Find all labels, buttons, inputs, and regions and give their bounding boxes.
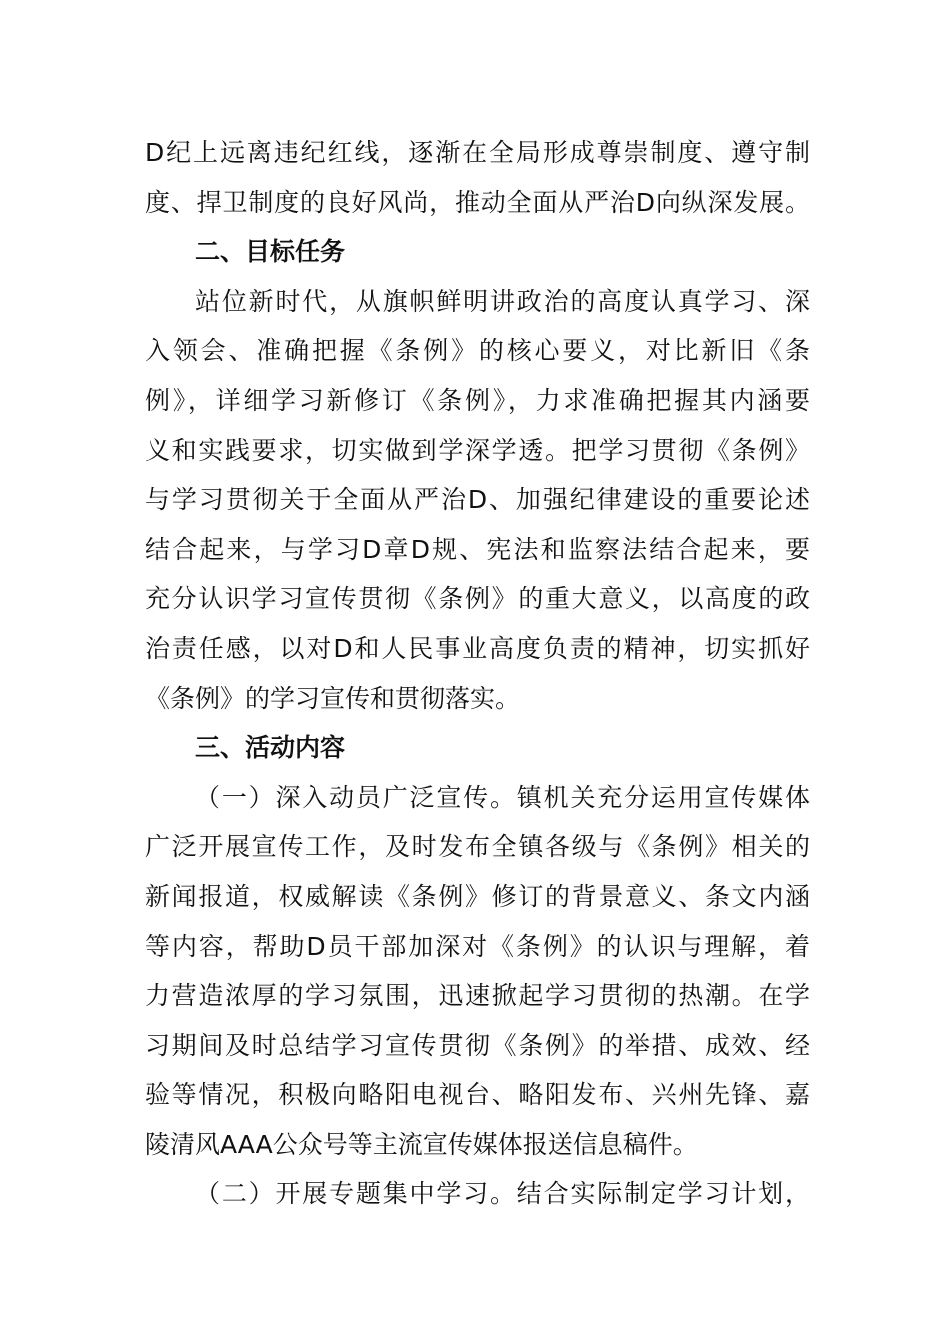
paragraph-line: 治责任感，以对D和人民事业高度负责的精神，切实抓好: [145, 633, 810, 663]
paragraph-line: 站位新时代，从旗帜鲜明讲政治的高度认真学习、深: [195, 286, 810, 316]
paragraph-line: （一）深入动员广泛宣传。镇机关充分运用宣传媒体: [195, 782, 810, 812]
section-heading: 二、目标任务: [195, 237, 346, 267]
paragraph-line: 义和实践要求，切实做到学深学透。把学习贯彻《条例》: [145, 435, 810, 465]
paragraph-line: 广泛开展宣传工作，及时发布全镇各级与《条例》相关的: [145, 832, 810, 862]
paragraph-line: 度、捍卫制度的良好风尚，推动全面从严治D向纵深发展。: [145, 187, 810, 217]
paragraph-line: D纪上远离违纪红线，逐渐在全局形成尊崇制度、遵守制: [145, 138, 810, 167]
paragraph-line: 充分认识学习宣传贯彻《条例》的重大意义，以高度的政: [145, 584, 810, 614]
paragraph-line: 习期间及时总结学习宣传贯彻《条例》的举措、成效、经: [145, 1030, 810, 1060]
document-page: [145, 128, 810, 1219]
paragraph-line: 新闻报道，权威解读《条例》修订的背景意义、条文内涵: [145, 881, 810, 911]
paragraph-line: 陵清风AAA公众号等主流宣传媒体报送信息稿件。: [145, 1129, 698, 1159]
paragraph-line: 入领会、准确把握《条例》的核心要义，对比新旧《条: [145, 336, 810, 366]
paragraph-line: 验等情况，积极向略阳电视台、略阳发布、兴州先锋、嘉: [145, 1080, 810, 1110]
paragraph-line: 结合起来，与学习D章D规、宪法和监察法结合起来，要: [145, 534, 810, 564]
paragraph-line: （二）开展专题集中学习。结合实际制定学习计划，: [195, 1179, 810, 1209]
paragraph-line: 等内容，帮助D员干部加深对《条例》的认识与理解，着: [145, 931, 810, 961]
paragraph-line: 与学习贯彻关于全面从严治D、加强纪律建设的重要论述: [145, 485, 810, 515]
paragraph-line: 力营造浓厚的学习氛围，迅速掀起学习贯彻的热潮。在学: [145, 981, 810, 1011]
paragraph-line: 例》，详细学习新修订《条例》，力求准确把握其内涵要: [145, 385, 810, 415]
paragraph-line: 《条例》的学习宣传和贯彻落实。: [145, 683, 521, 713]
section-heading: 三、活动内容: [195, 733, 346, 763]
